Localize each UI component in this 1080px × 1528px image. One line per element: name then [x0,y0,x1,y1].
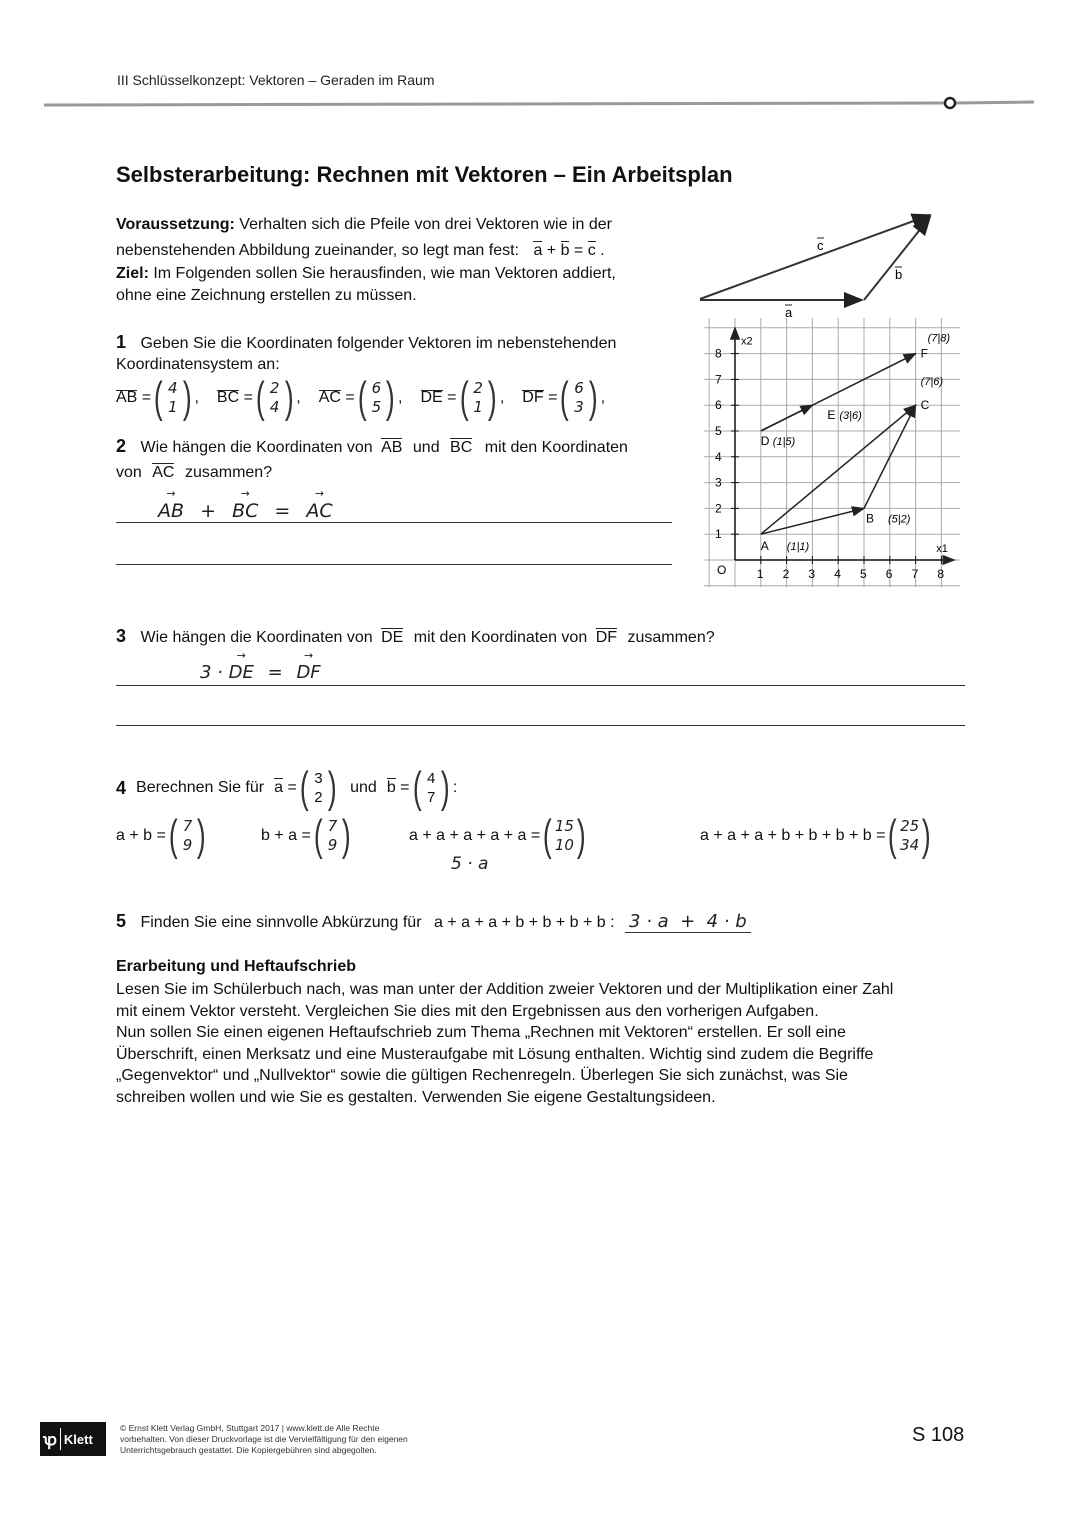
task2-ac: AC [152,462,174,484]
answer-df: → DF [296,662,320,683]
comma: , [398,389,403,406]
task2-text-b: mit den Koordinaten [484,439,628,456]
voraussetzung-text-2: nebenstehenden Abbildung zueinander, so legt man fest: [116,242,519,259]
ziel-line-2: ohne eine Zeichnung erstellen zu müssen. [116,287,417,304]
equals: = [239,389,253,406]
vector-name: DF [522,389,544,406]
x-axis-label: x1 [936,543,948,555]
copyright-line-2: vorbehalten. Von dieser Druckvorlage ist die Vervielfältigung für den eigenen [120,1434,408,1444]
vector-coords-y: 4 [269,398,280,416]
task4-result: ( 15 10 ) [543,811,586,860]
task4-expr: b + a = [261,827,311,844]
task4-result-x: 25 [900,817,920,835]
voraussetzung-label: Voraussetzung: [116,216,235,233]
task1-number: 1 [116,332,127,352]
y-tick-label: 1 [715,527,722,542]
task5-text: Finden Sie eine sinnvolle Abkürzung für [140,914,422,931]
task2-answer [158,500,333,522]
task3-text-b: mit den Koordinaten von [413,629,588,646]
copyright-line-3: Unterrichtsgebrauch gestattet. Die Kopiergebühren sind abgegolten. [120,1445,377,1455]
vector-coords-x: 4 [168,379,178,397]
task4-b-name: b [387,777,396,799]
y-tick-label: 6 [715,398,722,413]
task2-number: 2 [116,436,127,456]
header-rule [44,96,1036,114]
task4-a-eq: = [283,779,297,796]
comma: , [194,389,199,406]
task4-b-eq: = [395,779,410,796]
task3-answer-line-1 [116,685,965,686]
erarbeitung-line: schreiben wollen und wie Sie es gestalten. Verwenden Sie eigene Gestaltungsideen. [116,1088,716,1106]
vector-triangle-figure [690,205,950,320]
task3-line [116,625,715,649]
task1-line-2: Koordinatensystem an: [116,356,280,373]
answer-de: → DE [229,662,254,683]
vector-name: AC [318,389,341,406]
equals: = [543,389,558,406]
point-f-label: F [920,346,928,361]
vector-coords: ( 4 1 ) [154,373,192,422]
vector-coords: ( 6 5 ) [357,373,396,422]
task4-expr: a + b = [116,827,166,844]
task2-bc: BC [450,437,472,459]
vector-coords: ( 2 4 ) [255,373,294,422]
task3-text-c: zusammen? [627,629,715,646]
task4-b-vector: ( 4 7 ) [412,763,450,812]
point-e-coord: (3|6) [839,410,862,423]
point-a-coord: (1|1) [786,541,810,554]
label-a: a [785,305,793,320]
equals: = [340,389,355,406]
x-tick-label: 8 [937,567,945,581]
task2-line-1 [116,435,628,459]
task2-ab: AB [381,437,402,459]
ziel-text: Im Folgenden sollen Sie herausfinden, wie man Vektoren addiert, [148,265,616,282]
answer-bc: → BC [232,500,258,522]
label-c: c [817,238,824,253]
vector-coords-y: 1 [473,398,483,416]
equals: = [442,389,457,406]
origin-label: O [717,563,727,577]
vector-coords: ( 2 1 ) [459,373,497,422]
comma: , [499,389,505,406]
answer-eq: = [274,500,291,522]
ziel-line-1 [116,263,616,285]
task4-result-y: 10 [554,836,574,854]
y-tick-label: 7 [715,372,722,387]
task4-note: 5 · a [451,854,489,874]
b-x: 4 [427,770,436,787]
point-c-label: C [920,398,930,413]
page-number: S 108 [912,1424,965,1446]
task5-expr: a + a + a + b + b + b + b : [433,914,615,931]
vector-name: AB [116,389,138,406]
answer-ab: → AB [158,500,184,522]
page-title: Selbsterarbeitung: Rechnen mit Vektoren – Ein Arbeitsplan [116,162,733,187]
point-f-coord: (7|8) [927,332,951,345]
x-tick-label: 1 [756,567,764,581]
task1-line-1 [116,331,616,355]
point-a-label: A [760,539,769,554]
label-b: b [895,267,903,282]
x-tick-label: 3 [808,567,816,581]
task4-item [700,811,934,860]
task3-answer-line-2 [116,725,965,726]
comma: , [296,389,301,406]
task1-text: Geben Sie die Koordinaten folgender Vektoren im nebenstehenden [140,335,617,352]
x-tick-label: 7 [911,567,919,581]
task4-expr: a + a + a + a + a = [409,827,541,844]
task2-answer-line-1 [116,522,672,523]
voraussetzung-line-1 [116,214,612,236]
answer-eq: = [267,662,283,683]
vector-coords-y: 1 [168,398,178,416]
task5-answer: 3 · a + 4 · b [625,911,751,933]
erarbeitung-line: Überschrift, einen Merksatz und eine Musteraufgabe mit Lösung enthalten. Wichtig sind zudem die Begriffe [116,1045,874,1063]
erarbeitung-text [116,979,976,1108]
answer-factor: 3 · [200,662,223,683]
task4-item [261,811,354,860]
task1-vector-ac [318,373,403,422]
task4-result: ( 7 9 ) [313,811,352,860]
vector-coords-y: 3 [574,398,584,416]
voraussetzung-text: Verhalten sich die Pfeile von drei Vektoren wie in der [234,216,612,233]
x-tick-label: 6 [885,567,893,581]
task4-result-x: 7 [327,817,338,835]
task4-und: und [350,779,377,796]
vector-coords: ( 6 3 ) [560,373,598,422]
task1-vector-list [116,373,606,422]
vector-b-arrow [864,217,930,300]
task4-result-y: 9 [182,836,193,854]
vector-coords-x: 2 [269,379,280,397]
task2-von: von [116,464,142,481]
point-d-label: D [760,434,770,448]
vector-name: BC [216,389,240,406]
x-tick-label: 4 [834,567,841,581]
point-e-label: E [827,408,836,423]
vector-coords-x: 6 [574,379,584,397]
erarbeitung-line: „Gegenvektor“ und „Nullvektor“ sowie die gültigen Rechenregeln. Überlegen Sie sich zunächst, was Sie [116,1067,848,1084]
vector-a-symbol: a [533,240,542,262]
point-c-coord: (7|6) [920,376,944,389]
task2-und: und [412,439,440,456]
x-tick-label: 2 [782,567,790,581]
task3-de: DE [381,627,403,649]
task3-answer [200,662,321,683]
comma: , [600,389,606,406]
y-tick-label: 2 [715,501,722,516]
task4-result-x: 15 [554,817,574,835]
logo-text: Klett [63,1431,93,1447]
task4-result: ( 25 34 ) [888,811,931,860]
task2-zusammen: zusammen? [184,464,273,481]
task2-text-a: Wie hängen die Koordinaten von [140,439,373,456]
task1-vector-de [420,373,505,422]
task4-result-x: 7 [182,817,193,835]
task1-vector-bc [216,373,301,422]
task4-number: 4 [116,778,127,798]
vector-b-symbol: b [561,240,570,262]
task4-item [116,811,209,860]
task3-number: 3 [116,626,127,646]
task3-df: DF [596,627,617,649]
vector-coords-x: 2 [473,379,483,397]
vector-c-symbol: c [588,240,596,262]
vector-c-arrow [700,215,930,299]
task4-result-y: 9 [327,836,338,854]
y-tick-label: 8 [715,346,722,361]
task2-answer-line-2 [116,564,672,565]
erarbeitung-line: Nun sollen Sie einen eigenen Heftaufschrieb zum Thema „Rechnen mit Vektoren“ erstellen. Er soll eine [116,1024,846,1041]
task3-text-a: Wie hängen die Koordinaten von [140,629,373,646]
y-axis-label: x2 [741,335,753,348]
point-b-coord: (5|2) [888,513,911,526]
task4-a-vector: ( 3 2 ) [299,763,338,812]
copyright [120,1423,408,1456]
copyright-line-1: © Ernst Klett Verlag GmbH, Stuttgart 2017 | www.klett.de Alle Rechte [120,1423,380,1433]
task1-vector-ab [116,373,199,422]
y-tick-label: 3 [715,475,722,490]
equals: = [137,389,152,406]
klett-logo [40,1422,106,1456]
task4-result-y: 34 [900,836,920,854]
a-x: 3 [314,770,323,787]
erarbeitung-line: Lesen Sie im Schülerbuch nach, was man unter der Addition zweier Vektoren und der Multiplikation einer Zahl [116,981,894,998]
task4-item [409,811,589,874]
task4-result: ( 7 9 ) [168,811,207,860]
vector-coords-x: 6 [371,379,382,397]
a-y: 2 [314,789,323,806]
vector-name: DE [420,389,443,406]
vector-sum-formula: a + b = c . [533,242,604,259]
ziel-label: Ziel: [116,265,149,282]
task2-line-2 [116,462,272,484]
point-b-label: B [866,511,875,526]
voraussetzung-line-2 [116,240,605,262]
erarbeitung-line: mit einem Vektor versteht. Vergleichen Sie dies mit den Ergebnissen aus den vorherigen Aufgaben. [116,1002,819,1020]
coordinate-grid-figure [700,318,960,600]
task4-text: Berechnen Sie für [136,779,265,796]
erarbeitung-heading: Erarbeitung und Heftaufschrieb [116,958,357,975]
task4-items [116,811,976,874]
answer-plus: + [200,500,217,522]
b-y: 7 [427,789,436,806]
task5-number: 5 [116,911,127,931]
task1-vector-df [522,373,606,422]
y-tick-label: 5 [715,424,722,438]
task4-expr: a + a + a + b + b + b + b = [700,827,886,844]
answer-ac: → AC [306,500,332,522]
running-header: III Schlüsselkonzept: Vektoren – Geraden im Raum [117,72,435,88]
vector-coords-y: 5 [371,398,382,416]
task4-colon: : [452,779,458,796]
logo-mark-icon: ꝕ [40,1428,61,1450]
task4-a-name: a [274,777,283,799]
task4-line [116,763,458,812]
y-tick-label: 4 [715,449,722,464]
task5-line [116,910,751,934]
point-d-coord: (1|5) [772,436,796,448]
x-tick-label: 5 [860,567,867,581]
